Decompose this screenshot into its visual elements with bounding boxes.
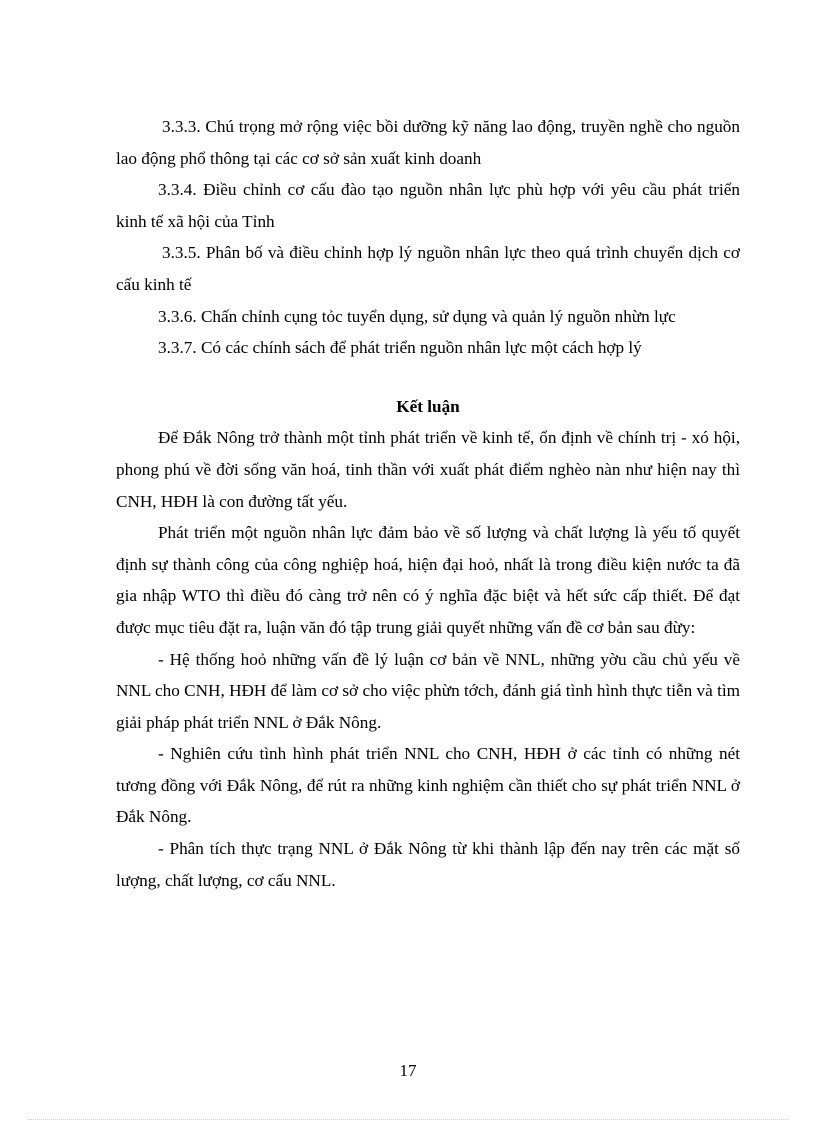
outline-item-3-3-7: 3.3.7. Có các chính sách để phát triển nguồn nhân lực một cách hợp lý	[158, 338, 642, 358]
conclusion-paragraph: Để Đắk Nông trở thành một tỉnh phát triển về kinh tế, ổn định về chính trị - xó hội, phong phú về đời sống văn hoá, tinh thần với xuất phát điểm nghèo nàn như hiện nay thì CNH, HĐH là con đường tất yếu.	[116, 428, 740, 511]
outline-item-3-3-3: 3.3.3. Chú trọng mở rộng việc bồi dưỡng kỹ năng lao động, truyền nghề cho nguồn lao động phổ thông tại các cơ sở sản xuất kinh doanh	[116, 117, 740, 168]
page-body	[116, 111, 740, 896]
conclusion-bullet: - Nghiên cứu tình hình phát triển NNL cho CNH, HĐH ở các tỉnh có những nét tương đồng với Đắk Nông, để rút ra những kinh nghiệm cần thiết cho sự phát triển NNL ở Đắk Nông.	[116, 744, 740, 827]
conclusion-paragraph: Phát triển một nguồn nhân lực đảm bảo về số lượng và chất lượng là yếu tố quyết định sự thành công của công nghiệp hoá, hiện đại hoỏ, nhất là trong điều kiện nước ta đã gia nhập WTO thì điều đó càng trở nên có ý nghĩa đặc biệt và hết sức cấp thiết. Để đạt được mục tiêu đặt ra, luận văn đó tập trung giải quyết những vấn đề cơ bản sau đừy:	[116, 523, 740, 637]
conclusion-bullet: - Hệ thống hoỏ những vấn đề lý luận cơ bản về NNL, những yờu cầu chủ yếu về NNL cho CNH, HĐH để làm cơ sở cho việc phừn tớch, đánh giá tình hình thực tiễn và tìm giải pháp phát triển NNL ở Đắk Nông.	[116, 649, 740, 732]
page-number: 17	[399, 1061, 417, 1080]
outline-item-3-3-5: 3.3.5. Phân bố và điều chỉnh hợp lý nguồn nhân lực theo quá trình chuyển dịch cơ cấu kinh tế	[116, 243, 740, 294]
conclusion-heading: Kết luận	[396, 396, 460, 416]
page-bottom-divider	[28, 1119, 788, 1120]
outline-item-3-3-6: 3.3.6. Chấn chỉnh cụng tỏc tuyển dụng, sử dụng và quản lý nguồn nhừn lực	[158, 306, 676, 326]
conclusion-bullet: - Phân tích thực trạng NNL ở Đắk Nông từ khi thành lập đến nay trên các mặt số lượng, chất lượng, cơ cấu NNL.	[116, 839, 740, 890]
outline-item-3-3-4: 3.3.4. Điều chỉnh cơ cấu đào tạo nguồn nhân lực phù hợp với yêu cầu phát triển kinh tế xã hội của Tỉnh	[116, 180, 740, 231]
